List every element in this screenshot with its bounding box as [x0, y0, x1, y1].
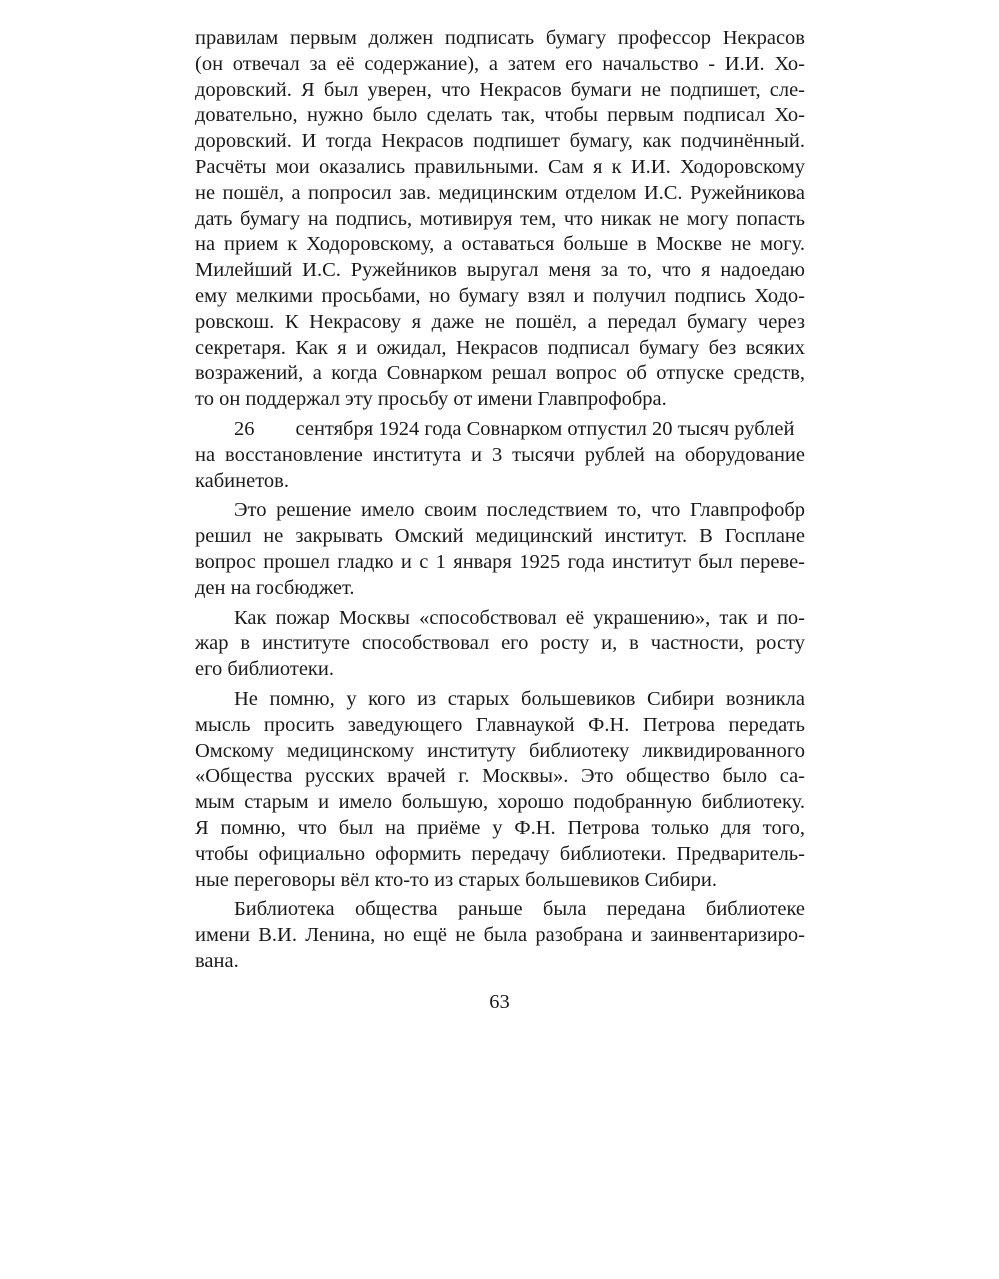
- paragraph-6: [195, 897, 805, 974]
- text-line: кабинетов.: [195, 469, 289, 492]
- text-line: Библиотека общества раньше была передана библиотеке: [234, 898, 805, 921]
- text-line: 26 сентября 1924 года Совнарком отпустил 20 тысяч рублей: [234, 417, 795, 440]
- text-line: мым старым и имело большую, хорошо подобранную библиотеку.: [195, 791, 805, 814]
- paragraph-3: [195, 498, 805, 601]
- text-line: Как пожар Москвы «способствовал её украшению», так и по-: [234, 606, 805, 629]
- text-line: дать бумагу на подпись, мотивируя тем, что никак не могу попасть: [195, 207, 805, 230]
- text-line: Расчёты мои оказались правильными. Сам я к И.И. Ходоровскому: [195, 155, 805, 178]
- text-line: мысль просить заведующего Главнаукой Ф.Н. Петрова передать: [195, 713, 805, 736]
- text-line: Не помню, у кого из старых большевиков Сибири возникла: [234, 687, 805, 710]
- text-line: жар в институте способствовал его росту и, в частности, росту: [195, 632, 805, 655]
- text-line: Омскому медицинскому институту библиотеку ликвидированного: [195, 739, 805, 762]
- text-line: доровский. И тогда Некрасов подпишет бумагу, как подчинённый.: [195, 130, 805, 153]
- text-line: ему мелкими просьбами, но бумагу взял и получил подпись Ходо-: [195, 284, 805, 307]
- text-line: чтобы официально оформить передачу библиотеки. Предваритель-: [195, 842, 805, 865]
- text-line: не пошёл, а попросил зав. медицинским отделом И.С. Ружейникова: [195, 181, 805, 204]
- text-line: Я помню, что был на приёме у Ф.Н. Петрова только для того,: [195, 816, 805, 839]
- text-line: то он поддержал эту просьбу от имени Главпрофобра.: [195, 388, 667, 411]
- text-line: вана.: [195, 949, 239, 972]
- text-line: имени В.И. Ленина, но ещё не была разобрана и заинвентаризиро-: [195, 924, 805, 947]
- paragraph-2: [195, 417, 805, 494]
- text-line: ден на госбюджет.: [195, 576, 355, 599]
- text-line: ные переговоры вёл кто-то из старых большевиков Сибири.: [195, 868, 718, 891]
- text-line: Это решение имело своим последствием то, что Главпрофобр: [234, 499, 805, 522]
- text-line: вопрос прошел гладко и с 1 января 1925 года институт был переве-: [195, 550, 805, 573]
- text-line: Милейший И.С. Ружейников выругал меня за то, что я надоедаю: [195, 259, 805, 282]
- text-line: довательно, нужно было сделать так, чтобы первым подписал Хо-: [195, 104, 805, 127]
- text-line: на восстановление института и 3 тысячи рублей на оборудование: [195, 443, 805, 466]
- page-number: 63: [489, 991, 510, 1013]
- paragraph-5: [195, 687, 805, 893]
- text-line: на прием к Ходоровскому, а оставаться больше в Москве не могу.: [195, 233, 805, 256]
- text-line: его библиотеки.: [195, 658, 334, 681]
- text-line: секретаря. Как я и ожидал, Некрасов подписал бумагу без всяких: [195, 336, 805, 359]
- text-line: «Общества русских врачей г. Москвы». Это общество было са-: [195, 765, 805, 788]
- paragraph-1: [195, 26, 805, 413]
- text-line: (он отвечал за её содержание), а затем его начальство - И.И. Хо-: [195, 52, 805, 75]
- text-line: правилам первым должен подписать бумагу профессор Некрасов: [195, 27, 805, 49]
- text-line: возражений, а когда Совнарком решал вопрос об отпуске средств,: [195, 362, 805, 385]
- text-line: доровский. Я был уверен, что Некрасов бумаги не подпишет, сле-: [195, 78, 805, 101]
- paragraph-4: [195, 606, 805, 683]
- text-line: ровскош. К Некрасову я даже не пошёл, а передал бумагу через: [195, 310, 805, 333]
- text-line: решил не закрывать Омский медицинский институт. В Госплане: [195, 525, 805, 548]
- document-body: [195, 26, 805, 979]
